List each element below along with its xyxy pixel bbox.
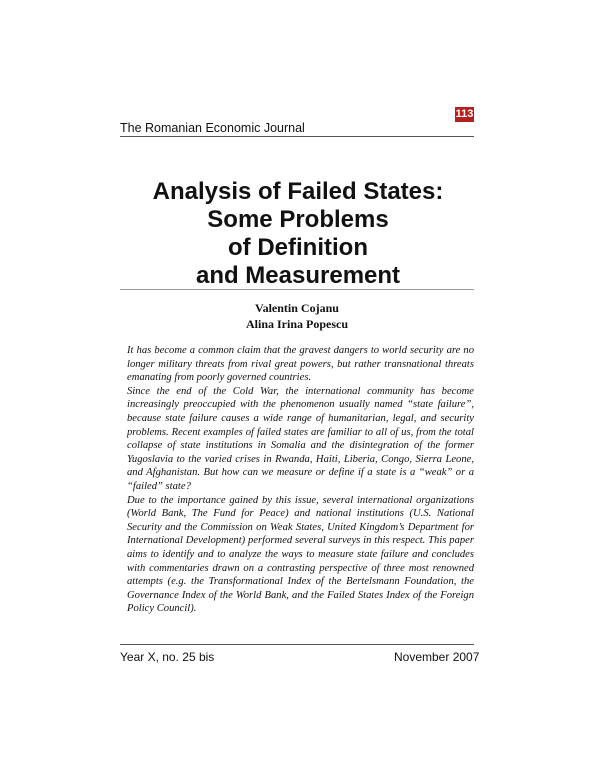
footer-divider <box>120 644 474 645</box>
header-divider <box>120 136 474 137</box>
page-number-badge: 113 <box>455 108 474 120</box>
title-divider <box>120 289 474 290</box>
author-list <box>120 300 474 332</box>
author-name: Valentin Cojanu <box>255 301 339 315</box>
issue-info: Year X, no. 25 bis <box>120 650 215 664</box>
abstract <box>127 344 474 616</box>
author-name: Alina Irina Popescu <box>245 317 348 331</box>
abstract-paragraph: Due to the importance gained by this issue, several international organizations (World Bank, The Fund for Peace) and national institutions (U.S. National Security and the Commission on Weak States, United Kingdom’s Department for International Development) performed several surveys in this respect. This paper aims to identify and to analyze the ways to measure state failure and concludes with commentaries drawn on a contrasting perspective of three most renowned attempts (e.g. the Transformational Index of the Bertelsmann Foundation, the Governance Index of the World Bank, and the Failed States Index of the Foreign Policy Council). <box>127 494 474 615</box>
title-line: Some Problems <box>207 206 389 233</box>
article-title <box>110 178 486 290</box>
publication-date: November 2007 <box>394 650 480 664</box>
title-line: of Definition <box>228 234 368 261</box>
title-line: Analysis of Failed States: <box>152 178 444 205</box>
title-line: and Measurement <box>195 262 401 289</box>
journal-name: The Romanian Economic Journal <box>120 121 305 135</box>
abstract-paragraph: Since the end of the Cold War, the international community has become increasingly preoccupied with the phenomenon usually named “state failure”, because state failure causes a wide range of humanitarian, legal, and security problems. Recent examples of failed states are familiar to all of us, from the total collapse of state institutions in Somalia and the disintegration of the former Yugoslavia to the varied crises in Rwanda, Haiti, Liberia, Congo, Sierra Leone, and Afghanistan. But how can we measure or define if a state is a “weak” or a “failed” state? <box>127 385 474 492</box>
abstract-paragraph: It has become a common claim that the gravest dangers to world security are no longer military threats from rival great powers, but rather transnational threats emanating from poorly governed countries. <box>127 345 474 384</box>
